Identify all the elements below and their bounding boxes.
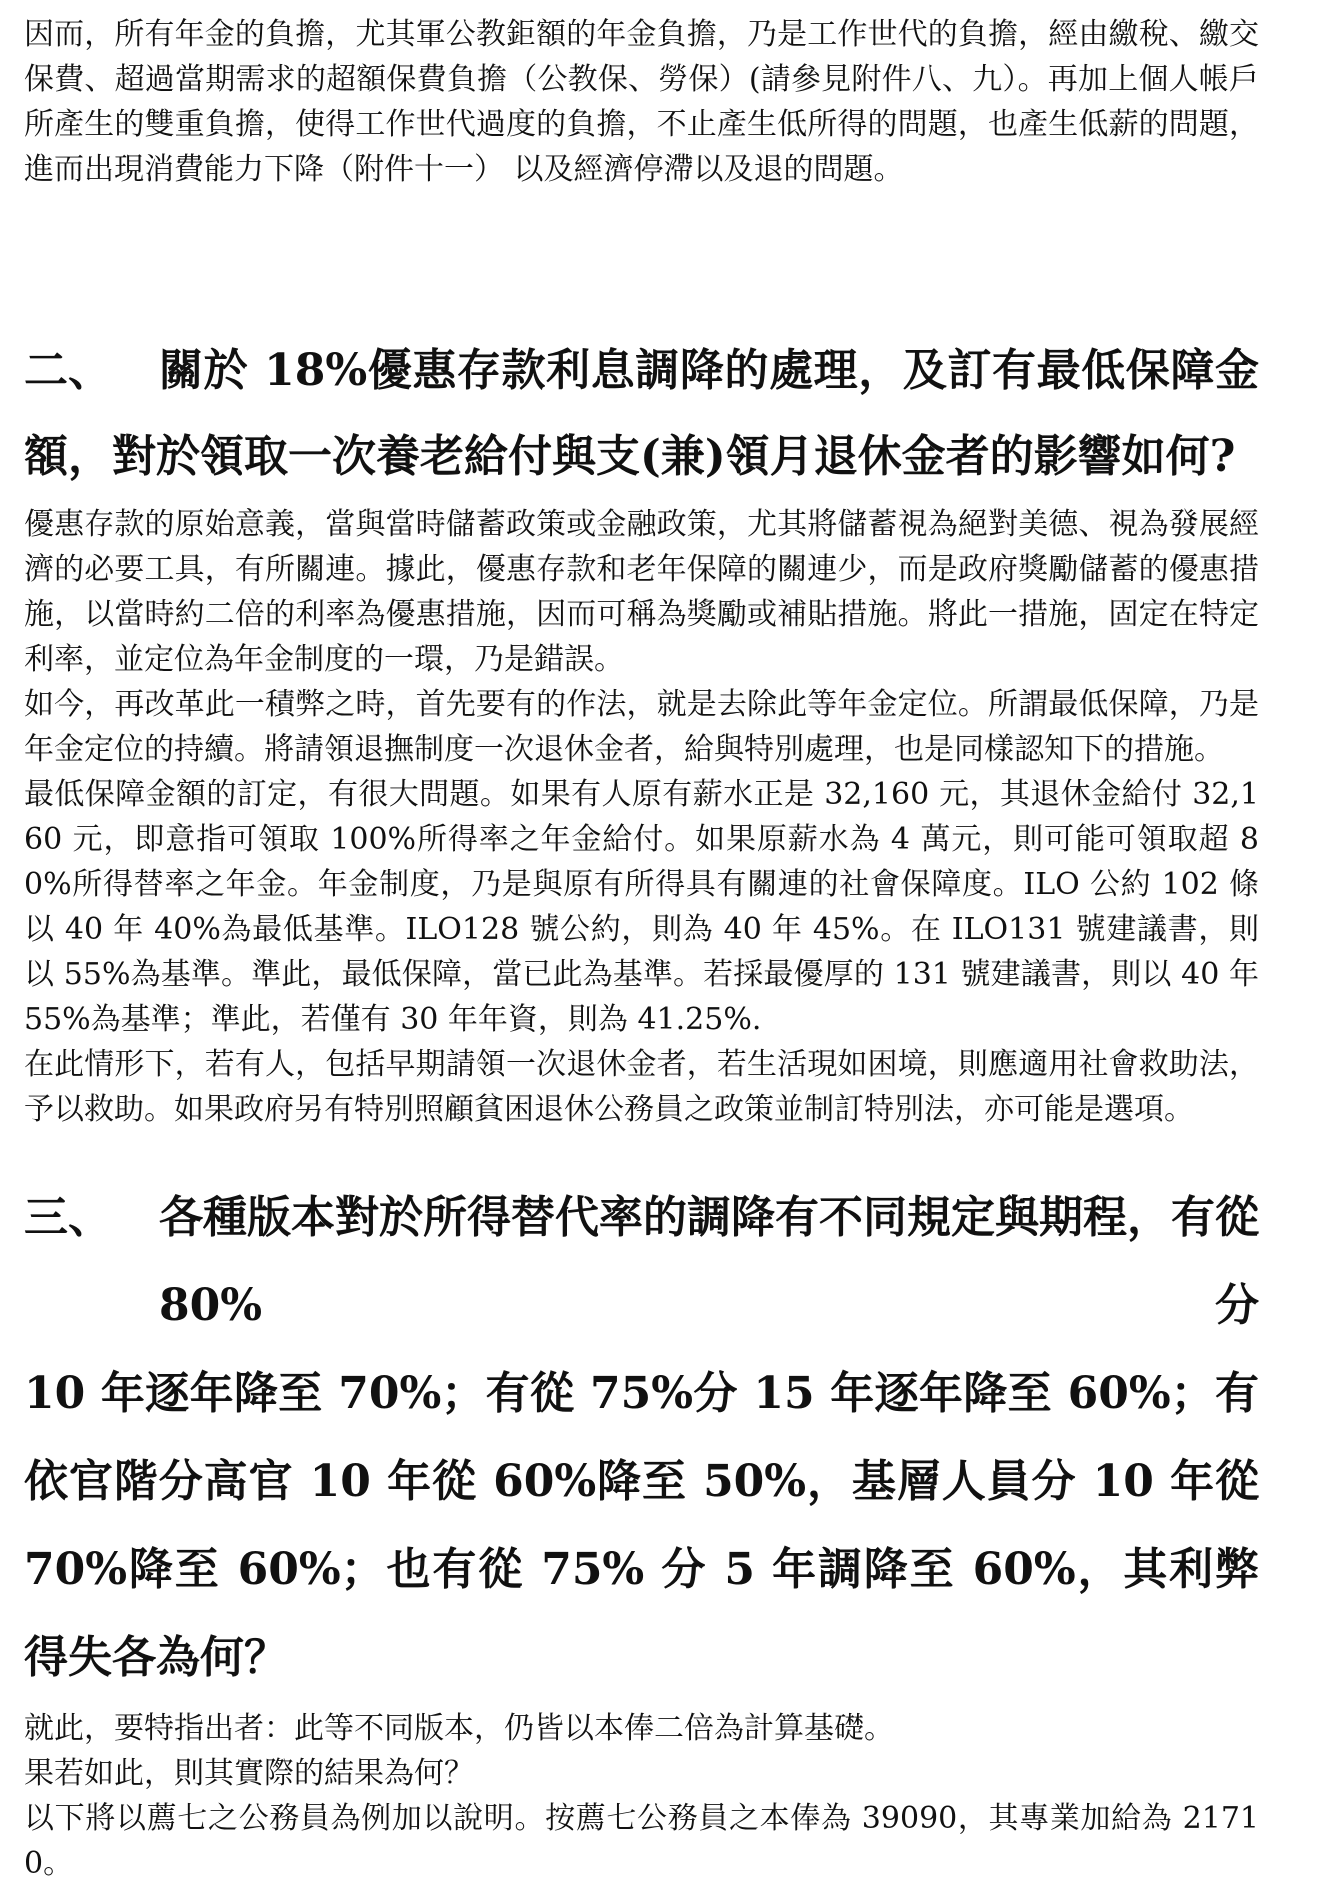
section-2-paragraph-1: 優惠存款的原始意義，當與當時儲蓄政策或金融政策，尤其將儲蓄視為絕對美德、視為發展經濟的必要工具，有所關連。據此，優惠存款和老年保障的關連少，而是政府獎勵儲蓄的優惠措施，以當時約二倍的利率為優惠措施，因而可稱為獎勵或補貼措施。將此一措施，固定在特定利率，並定位為年金制度的一環，乃是錯誤。 xyxy=(24,507,1259,677)
section-3 xyxy=(24,1174,1259,1886)
section-3-heading-line1: 各種版本對於所得替代率的調降有不同規定與期程，有從 80%分 xyxy=(159,1192,1259,1331)
section-2-paragraph-2: 如今，再改革此一積弊之時，首先要有的作法，就是去除此等年金定位。所謂最低保障，乃是年金定位的持續。將請領退撫制度一次退休金者，給與特別處理，也是同樣認知下的措施。 xyxy=(24,687,1259,767)
section-3-heading-rest: 10 年逐年降至 70%；有從 75%分 15 年逐年降至 60%；有依官階分高官 10 年從 60%降至 50%，基層人員分 10 年從 70%降至 60%；也有從 75% 分 5 年調降至 60%，其利弊得失各為何？ xyxy=(24,1368,1259,1683)
section-2-heading-line2: 額，對於領取一次養老給付與支(兼)領月退休金者的影響如何? xyxy=(24,431,1236,482)
section-2-body xyxy=(24,502,1259,1132)
section-2-paragraph-3: 最低保障金額的訂定，有很大問題。如果有人原有薪水正是 32,160 元，其退休金給付 32,160 元，即意指可領取 100%所得率之年金給付。如果原薪水為 4 萬元，則可能可領取超 80%所得替率之年金。年金制度，乃是與原有所得具有關連的社會保障度。ILO 公約 102 條以 40 年 40%為最低基準。ILO128 號公約，則為 40 年 45%。在 ILO131 號建議書，則以 55%為基準。準此，最低保障，當已此為基準。若採最優厚的 131 號建議書，則以 40 年 55%為基準；準此，若僅有 30 年年資，則為 41.25%. xyxy=(24,777,1259,1037)
section-3-paragraph-1: 就此，要特指出者：此等不同版本，仍皆以本俸二倍為計算基礎。 xyxy=(24,1711,894,1746)
section-2 xyxy=(24,328,1259,1132)
intro-paragraph: 因而，所有年金的負擔，尤其軍公教鉅額的年金負擔，乃是工作世代的負擔，經由繳稅、繳交保費、超過當期需求的超額保費負擔（公教保、勞保）(請參見附件八、九）。再加上個人帳戶所產生的雙重負擔，使得工作世代過度的負擔，不止產生低所得的問題，也產生低薪的問題，進而出現消費能力下降（附件十一） 以及經濟停滯以及退的問題。 xyxy=(24,17,1259,187)
section-2-paragraph-4: 在此情形下，若有人，包括早期請領一次退休金者，若生活現如困境，則應適用社會救助法，予以救助。如果政府另有特別照顧貧困退休公務員之政策並制訂特別法，亦可能是選項。 xyxy=(24,1047,1259,1127)
intro-block xyxy=(24,12,1259,238)
section-3-paragraph-2: 果若如此，則其實際的結果為何？ xyxy=(24,1756,474,1791)
section-3-heading xyxy=(24,1174,1259,1350)
section-2-number: 二、 xyxy=(24,345,112,396)
section-3-body xyxy=(24,1706,1259,1886)
section-3-number: 三、 xyxy=(24,1192,112,1243)
section-3-paragraph-3: 以下將以薦七之公務員為例加以說明。按薦七公務員之本俸為 39090，其專業加給為 21710。 xyxy=(24,1801,1259,1881)
section-2-heading-line1: 關於 18%優惠存款利息調降的處理，及訂有最低保障金 xyxy=(159,345,1259,396)
section-2-heading xyxy=(24,328,1259,414)
